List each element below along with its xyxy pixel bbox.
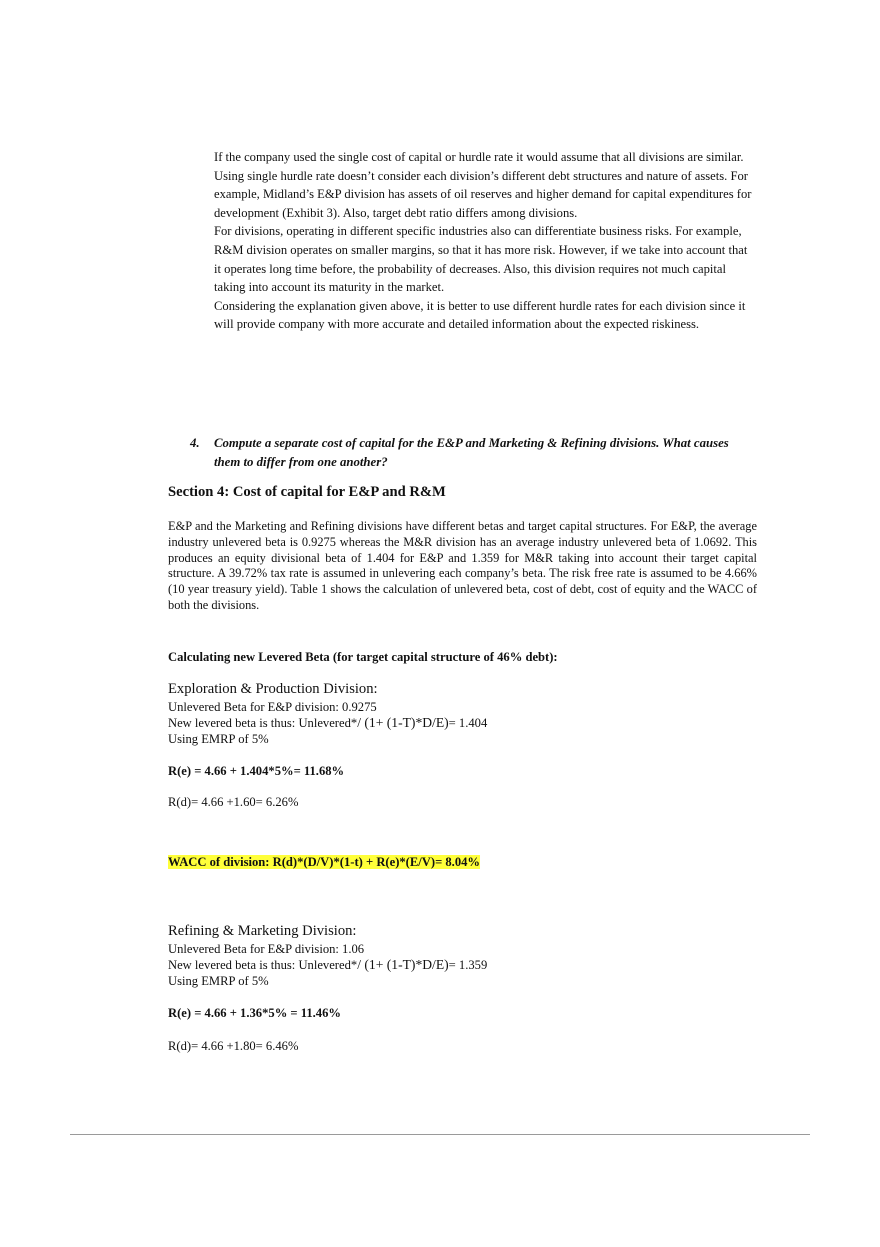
section-body: E&P and the Marketing and Refining divisions have different betas and target capital structures. For E&P, the average industry unlevered beta is 0.9275 whereas the M&R division has an average industry unlevered beta of 1.0692. This produces an equity divisional beta of 1.404 for E&P and 1.359 for M&R taking into account their target capital structure. A 39.72% tax rate is assumed in unlevering each company’s beta. The risk free rate is assumed to be 4.66% (10 year treasury yield). Table 1 shows the calculation of unlevered beta, cost of debt, cost of equity and the WACC of both the divisions.	[168, 519, 757, 612]
rm-levered-prefix: New levered beta is thus: Unlevered*	[168, 958, 358, 972]
rm-cost-of-equity: R(e) = 4.66 + 1.36*5% = 11.46%	[168, 1006, 341, 1020]
ep-cost-of-debt: R(d)= 4.66 +1.60= 6.26%	[168, 795, 299, 809]
question-number: 4.	[190, 436, 200, 450]
intro-paragraph-3: Considering the explanation given above, it is better to use different hurdle rates for each division since it will provide company with more accurate and detailed information about the expected riskiness.	[214, 298, 746, 332]
footer-divider	[70, 1134, 810, 1135]
ep-emrp: Using EMRP of 5%	[168, 732, 269, 746]
ep-unlevered-beta: Unlevered Beta for E&P division: 0.9275	[168, 700, 377, 714]
section-heading: Section 4: Cost of capital for E&P and R&M	[168, 484, 446, 500]
rm-division-title: Refining & Marketing Division:	[168, 923, 357, 939]
rm-emrp: Using EMRP of 5%	[168, 974, 269, 988]
ep-levered-beta	[168, 715, 487, 731]
ep-division-title: Exploration & Production Division:	[168, 681, 378, 697]
ep-levered-prefix: New levered beta is thus: Unlevered*	[168, 716, 358, 730]
rm-cost-of-debt: R(d)= 4.66 +1.80= 6.46%	[168, 1039, 299, 1053]
question-4	[190, 434, 750, 471]
question-text: Compute a separate cost of capital for the E&P and Marketing & Refining divisions. What causes them to differ from one another?	[214, 436, 729, 469]
intro-paragraph-1: If the company used the single cost of capital or hurdle rate it would assume that all divisions are similar. Using single hurdle rate doesn’t consider each division’s different debt structures and nature of assets. For example, Midland’s E&P division has assets of oil reserves and higher demand for capital expenditures for development (Exhibit 3). Also, target debt ratio differs among divisions.	[214, 150, 752, 220]
intro-paragraph-2: For divisions, operating in different specific industries also can differentiate business risks. For example, R&M division operates on smaller margins, so that it has more risk. However, if we take into account that it operates long time before, the probability of decreases. Also, this division requires not much capital taking into account its maturity in the market.	[214, 224, 748, 295]
intro-text	[214, 148, 754, 334]
rm-levered-beta	[168, 957, 487, 973]
rm-levered-formula: / (1+ (1-T)*D/E)	[357, 957, 449, 972]
levered-beta-heading: Calculating new Levered Beta (for target capital structure of 46% debt):	[168, 650, 558, 664]
ep-wacc-highlight: WACC of division: R(d)*(D/V)*(1-t) + R(e)*(E/V)= 8.04%	[168, 855, 481, 869]
ep-levered-formula: / (1+ (1-T)*D/E)	[357, 715, 449, 730]
ep-cost-of-equity: R(e) = 4.66 + 1.404*5%= 11.68%	[168, 764, 345, 778]
ep-wacc	[168, 855, 480, 870]
rm-levered-result: = 1.359	[448, 958, 488, 972]
rm-unlevered-beta: Unlevered Beta for E&P division: 1.06	[168, 942, 365, 956]
ep-levered-result: = 1.404	[448, 716, 488, 730]
